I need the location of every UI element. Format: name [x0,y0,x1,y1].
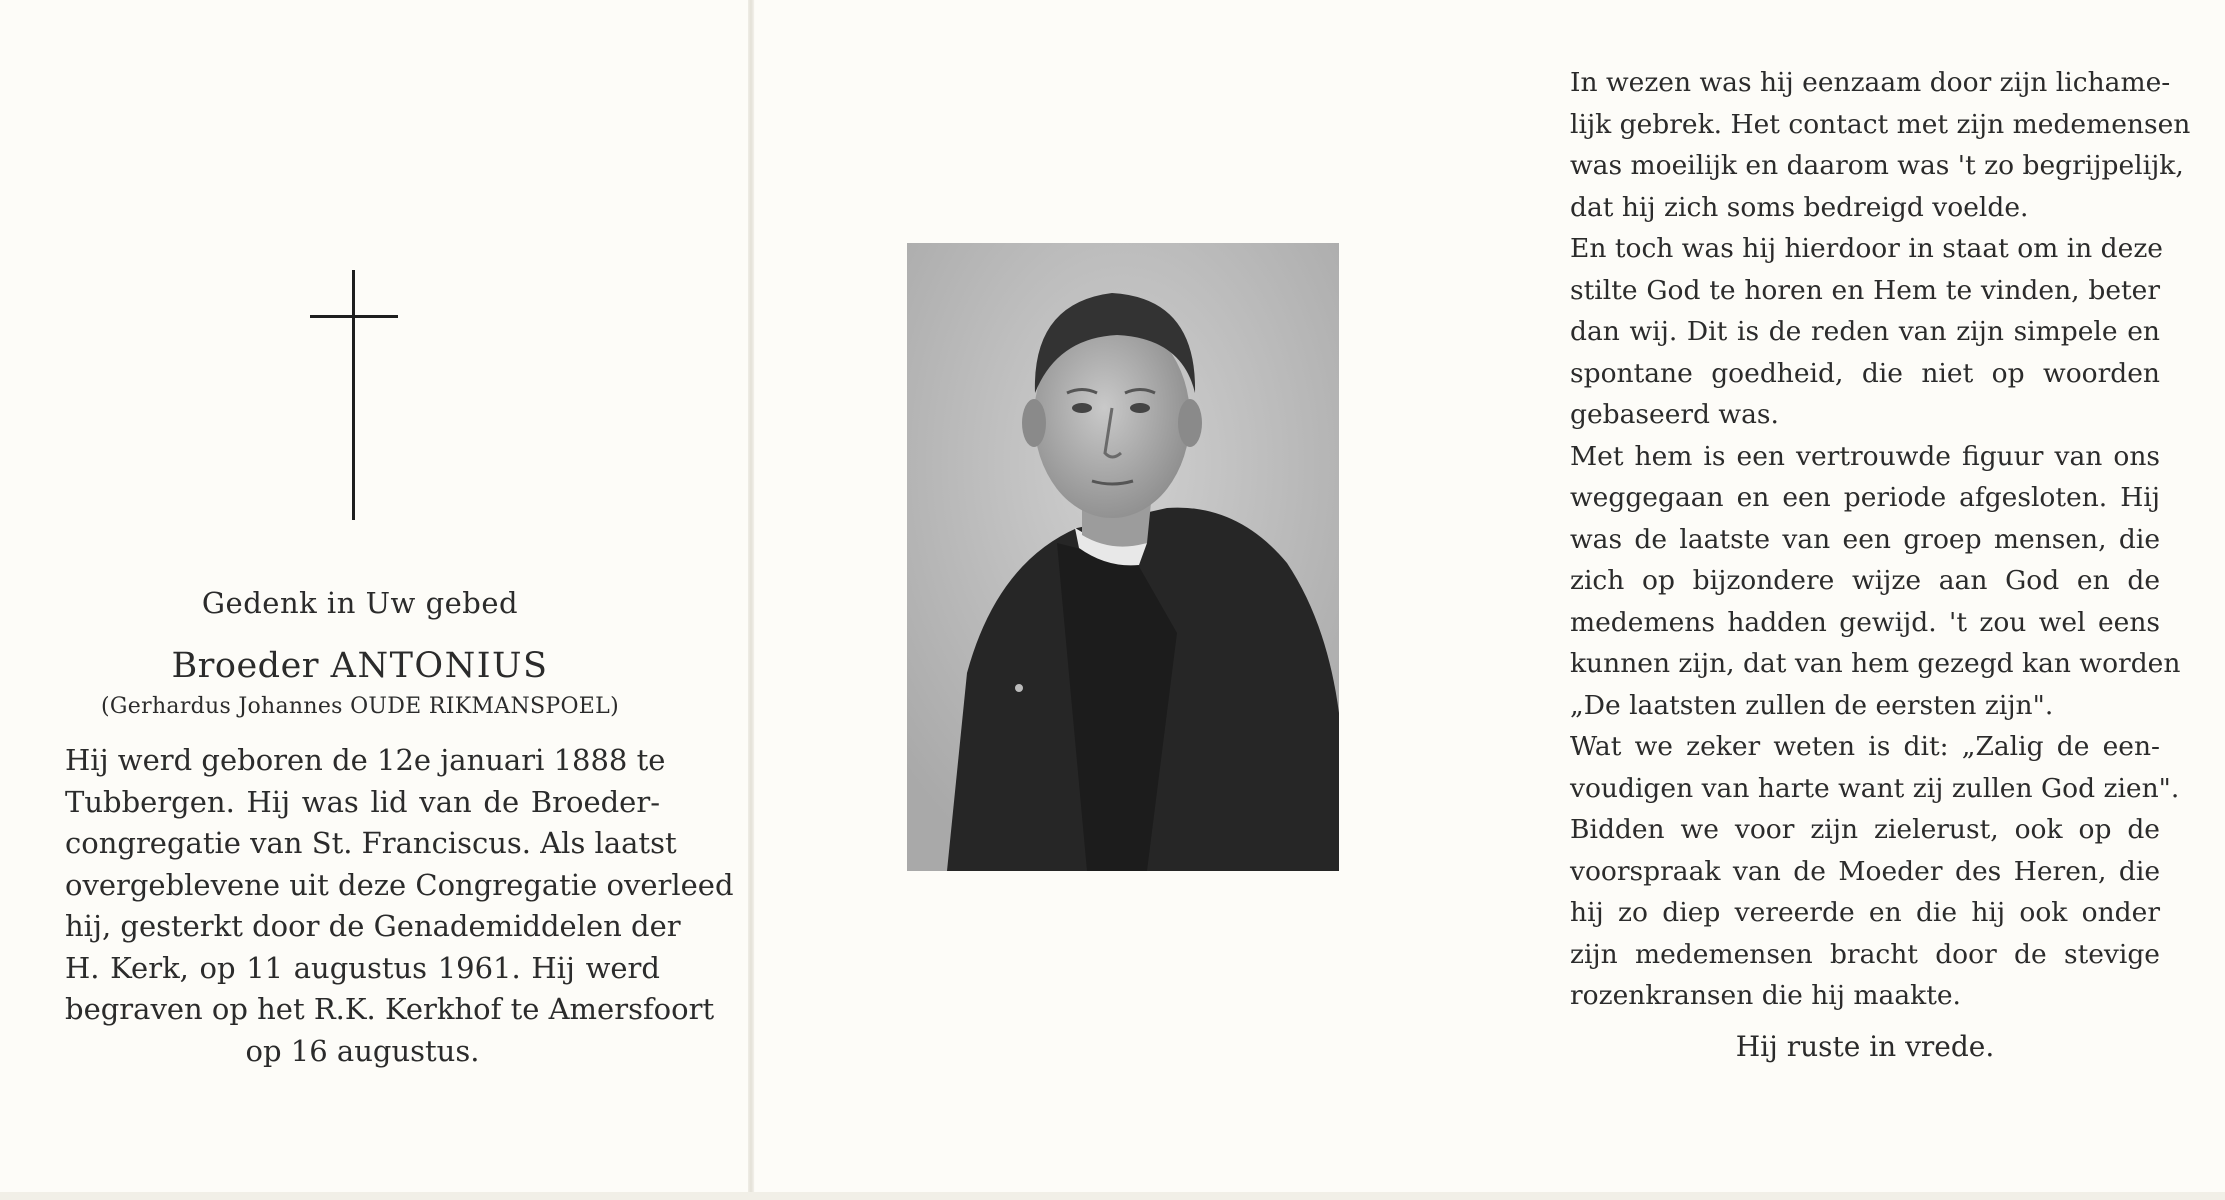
text-line: voudigen van harte want zij zullen God zien". [1570,772,2180,804]
text-line: Wat we zeker weten is dit: „Zalig de een- [1570,731,2160,762]
card-bottom-edge [0,1192,2225,1200]
text-line: Met hem is een vertrouwde figuur van ons [1570,440,2160,472]
bio-line: begraven op het R.K. Kerkhof te Amersfoort [65,992,715,1026]
text-line: In wezen was hij eenzaam door zijn lichame- [1570,67,2171,98]
text-line: Bidden we voor zijn zielerust, ook op de [1570,814,2160,845]
religious-name: ANTONIUS [330,646,549,686]
text-line: spontane goedheid, die niet op woorden [1570,357,2160,389]
text-line: En toch was hij hierdoor in staat om in deze [1570,233,2163,264]
text-line: gebaseerd was. [1570,399,1779,430]
prayer-heading: Gedenk in Uw gebed [201,586,519,620]
text-line: rozenkransen die hij maakte. [1570,980,1961,1011]
text-line: was moeilijk en daarom was 't zo begrijpelijk, [1570,150,2184,181]
bio-line: H. Kerk, op 11 augustus 1961. Hij werd [65,950,660,985]
bio-line: overgeblevene uit deze Congregatie overleed [65,867,734,902]
bio-line: congregatie van St. Franciscus. Als laatst [65,826,677,860]
bio-line: hij, gesterkt door de Genademiddelen der [65,909,681,943]
text-line: hij zo diep vereerde en die hij ook onder [1570,897,2160,928]
full-name: (Gerhardus Johannes OUDE RIKMANSPOEL) [101,694,619,719]
card-fold [748,0,754,1200]
text-line: zijn medemensen bracht door de stevige [1570,938,2160,970]
cross-icon [310,270,398,520]
text-line: medemens hadden gewijd. 't zou wel eens [1570,606,2160,638]
deceased-name [40,646,680,686]
text-line: lijk gebrek. Het contact met zijn medemensen [1570,108,2191,140]
text-line: „De laatsten zullen de eersten zijn". [1570,689,2054,721]
text-line: weggegaan en een periode afgesloten. Hij [1570,482,2160,513]
bio-line: op 16 augustus. [245,1033,480,1068]
text-line: voorspraak van de Moeder des Heren, die [1570,855,2160,887]
text-line: dan wij. Dit is de reden van zijn simpele en [1570,316,2160,347]
text-line: dat hij zich soms bedreigd voelde. [1570,191,2029,223]
bio-line: Hij werd geboren de 12e januari 1888 te [65,743,666,777]
portrait-photo [907,243,1339,871]
biography [65,740,734,1072]
text-line: was de laatste van een groep mensen, die [1570,523,2160,555]
name-prefix: Broeder [171,646,320,686]
text-line: stilte God te horen en Hem te vinden, beter [1570,274,2160,306]
bio-line: Tubbergen. Hij was lid van de Broeder- [65,784,660,819]
text-line: zich op bijzondere wijze aan God en de [1570,565,2160,596]
memorial-text [1570,62,2191,1017]
closing-line: Hij ruste in vrede. [1735,1030,1995,1063]
text-line: kunnen zijn, dat van hem gezegd kan worden [1570,648,2181,679]
